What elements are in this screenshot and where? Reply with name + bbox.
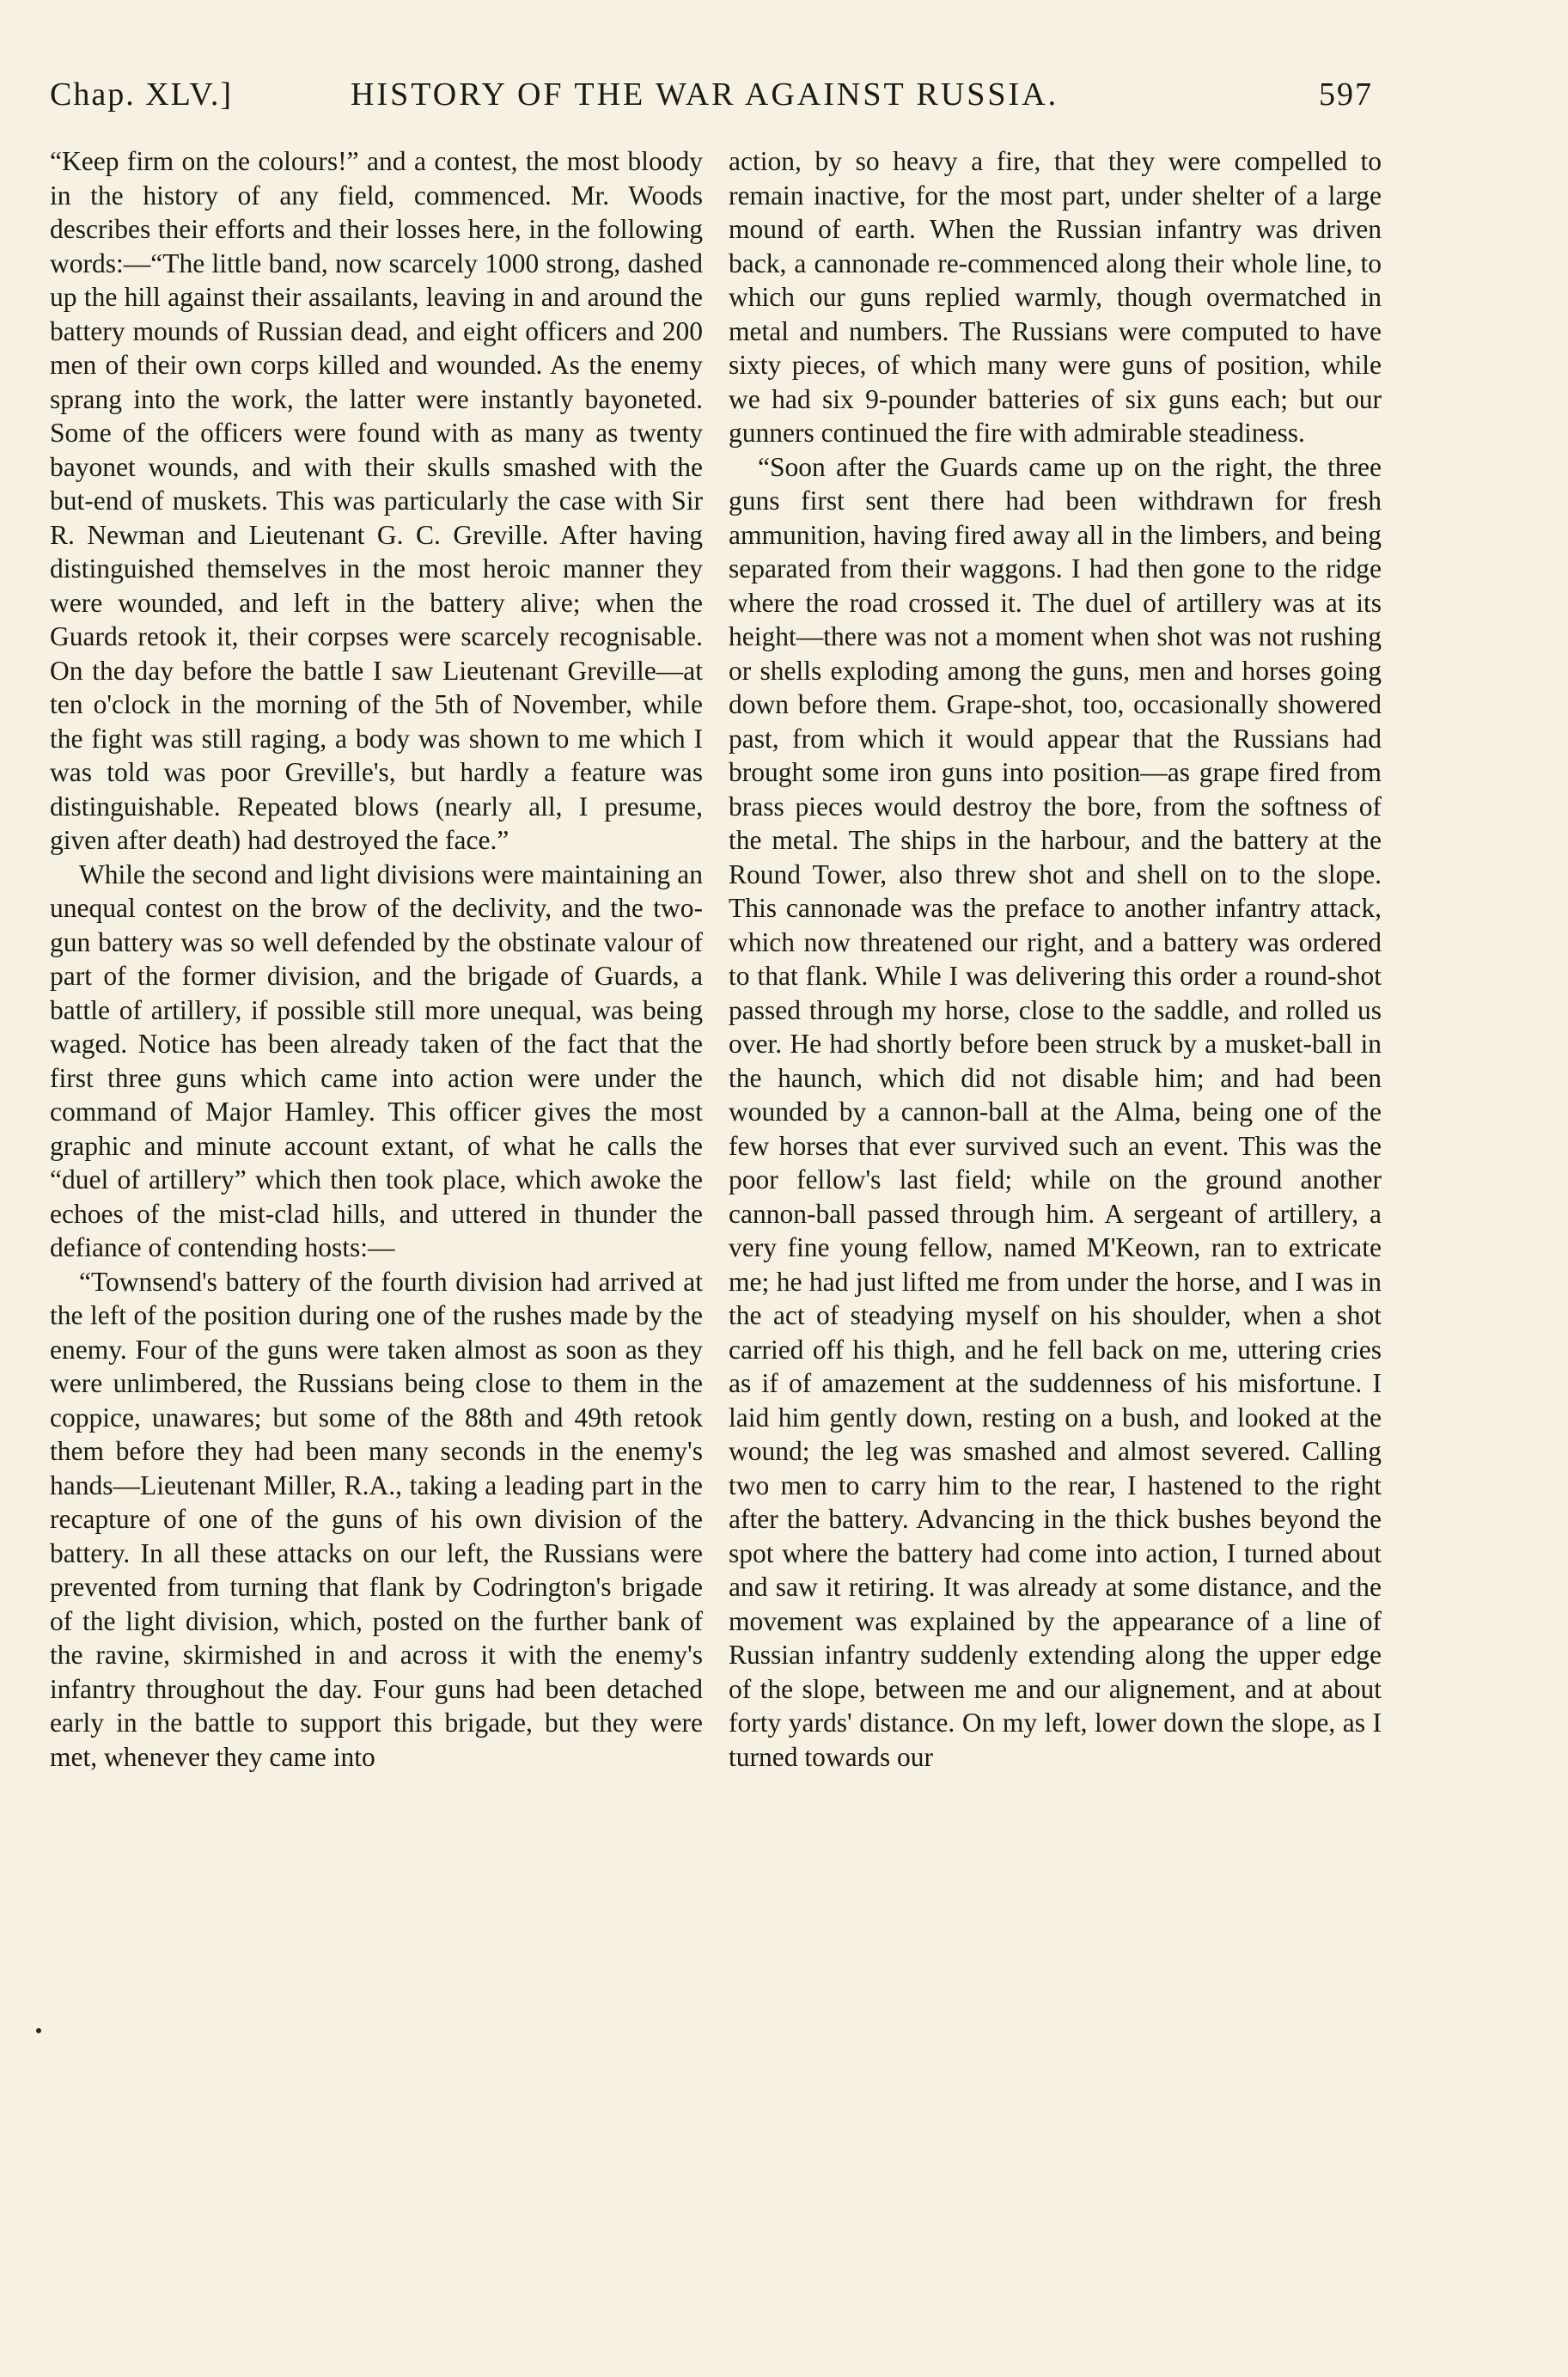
- page-number: 597: [1319, 76, 1373, 113]
- left-column: [50, 144, 703, 2250]
- paragraph: While the second and light divisions were maintaining an unequal contest on the brow of the declivity, and the two-gun battery was so well defended by the obstinate valour of part of the former division, and the brigade of Guards, a battle of artillery, if possible still more unequal, was being waged. Notice has been already taken of the fact that the first three guns which came into action were under the command of Major Hamley. This officer gives the most graphic and minute account extant, of what he calls the “duel of artillery” which then took place, which awoke the echoes of the mist-clad hills, and uttered in thunder the defiance of contending hosts:—: [50, 859, 703, 1262]
- paragraph: “Townsend's battery of the fourth division had arrived at the left of the position during one of the rushes made by the enemy. Four of the guns were taken almost as soon as they were unlimbered, the Russians being close to them in the coppice, unawares; but some of the 88th and 49th retook them before they had been many seconds in the enemy's hands—Lieutenant Miller, R.A., taking a leading part in the recapture of one of the guns of his own division of the battery. In all these attacks on our left, the Russians were prevented from turning that flank by Codrington's brigade of the light division, which, posted on the further bank of the ravine, skirmished in and across it with the enemy's infantry throughout the day. Four guns had been detached early in the battle to support this brigade, but they were met, whenever they came into: [50, 1266, 703, 1772]
- paragraph: “Keep firm on the colours!” and a contest, the most bloody in the history of any field, commenced. Mr. Woods describes their efforts and their losses here, in the following words:—“The little band, now scarcely 1000 strong, dashed up the hill against their assailants, leaving in and around the battery mounds of Russian dead, and eight officers and 200 men of their own corps killed and wounded. As the enemy sprang into the work, the latter were instantly bayoneted. Some of the officers were found with as many as twenty bayonet wounds, and with their skulls smashed with the but-end of muskets. This was particularly the case with Sir R. Newman and Lieutenant G. C. Greville. After having distinguished themselves in the most heroic manner they were wounded, and left in the battery alive; when the Guards retook it, their corpses were scarcely recognisable. On the day before the battle I saw Lieutenant Greville—at ten o'clock in the morning of the 5th of November, while the fight was still raging, a body was shown to me which I was told was poor Greville's, but hardly a feature was distinguishable. Repeated blows (nearly all, I presume, given after death) had destroyed the face.”: [50, 146, 703, 855]
- right-column: [729, 144, 1382, 2250]
- margin-mark: [36, 2028, 41, 2033]
- book-title: HISTORY OF THE WAR AGAINST RUSSIA.: [351, 76, 1059, 113]
- chapter-label: Chap. XLV.]: [50, 76, 234, 113]
- running-head: [50, 76, 1373, 119]
- paragraph: action, by so heavy a fire, that they were compelled to remain inactive, for the most part, under shelter of a large mound of earth. When the Russian infantry was driven back, a cannonade re-commenced along their whole line, to which our guns replied warmly, though overmatched in metal and numbers. The Russians were computed to have sixty pieces, of which many were guns of position, while we had six 9-pounder batteries of six guns each; but our gunners continued the fire with admirable steadiness.: [729, 146, 1382, 448]
- paragraph: “Soon after the Guards came up on the right, the three guns first sent there had been withdrawn for fresh ammunition, having fired away all in the limbers, and being separated from their waggons. I had then gone to the ridge where the road crossed it. The duel of artillery was at its height—there was not a moment when shot was not rushing or shells exploding among the guns, men and horses going down before them. Grape-shot, too, occasionally showered past, from which it would appear that the Russians had brought some iron guns into position—as grape fired from brass pieces would destroy the bore, from the softness of the metal. The ships in the harbour, and the battery at the Round Tower, also threw shot and shell on to the slope. This cannonade was the preface to another infantry attack, which now threatened our right, and a battery was ordered to that flank. While I was delivering this order a round-shot passed through my horse, close to the saddle, and rolled us over. He had shortly before been struck by a musket-ball in the haunch, which did not disable him; and had been wounded by a cannon-ball at the Alma, being one of the few horses that ever survived such an event. This was the poor fellow's last field; while on the ground another cannon-ball passed through him. A sergeant of artillery, a very fine young fellow, named M'Keown, ran to extricate me; he had just lifted me from under the horse, and I was in the act of steadying myself on his shoulder, when a shot carried off his thigh, and he fell back on me, uttering cries as if of amazement at the suddenness of his misfortune. I laid him gently down, resting on a bush, and looked at the wound; the leg was smashed and almost severed. Calling two men to carry him to the rear, I hastened to the right after the battery. Advancing in the thick bushes beyond the spot where the battery had come into action, I turned about and saw it retiring. It was already at some distance, and the movement was explained by the appearance of a line of Russian infantry suddenly extending along the upper edge of the slope, between me and our alignement, and at about forty yards' distance. On my left, lower down the slope, as I turned towards our: [729, 451, 1382, 1772]
